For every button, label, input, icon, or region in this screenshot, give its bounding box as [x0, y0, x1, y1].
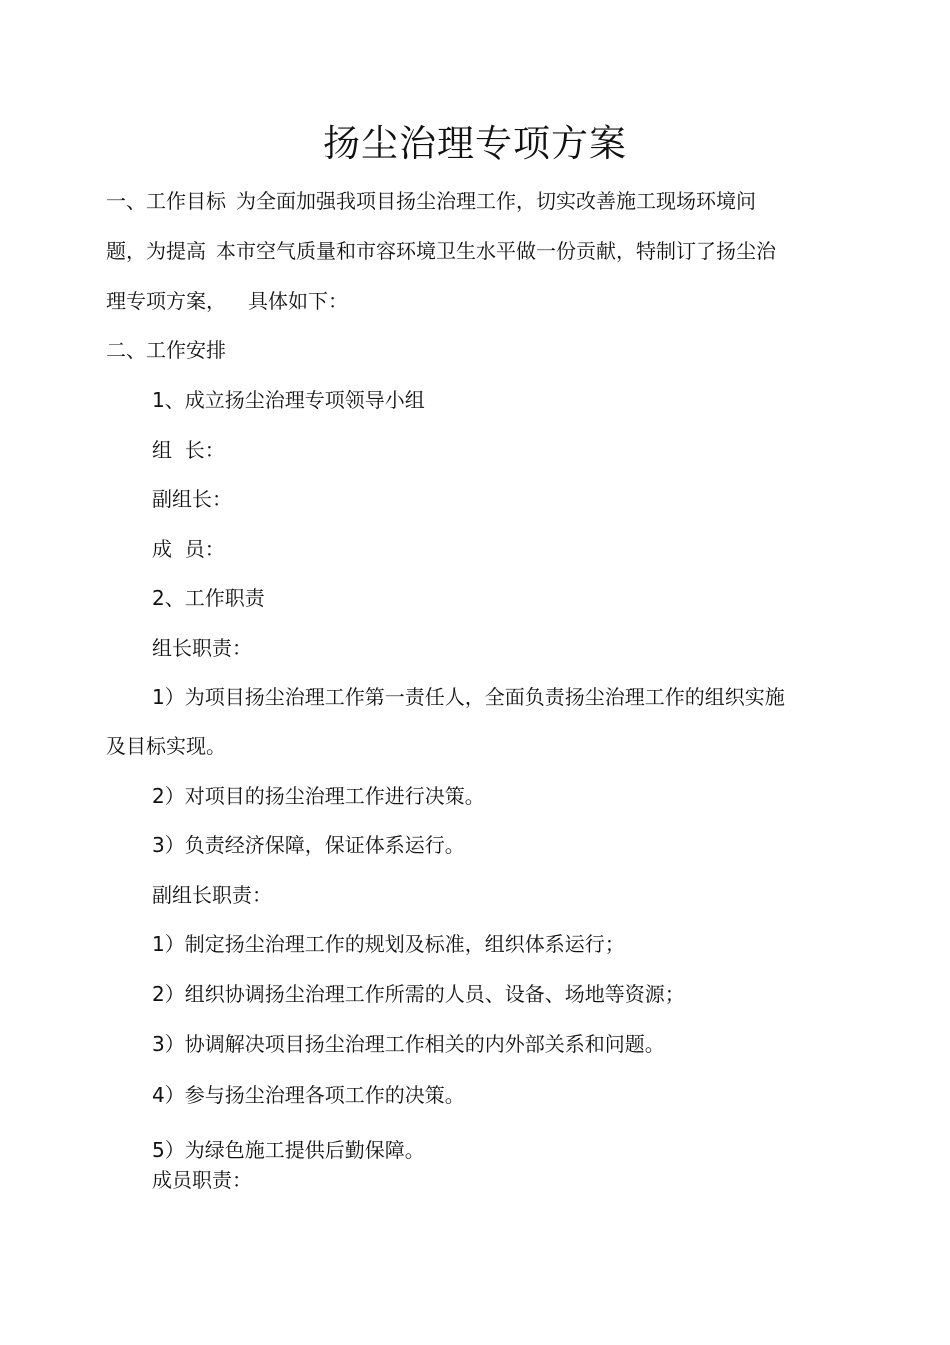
item2-heading: 2、工作职责 — [152, 586, 265, 610]
document-title: 扬尘治理专项方案 — [323, 122, 627, 165]
leader-duty-3: 3）负责经济保障，保证体系运行。 — [152, 833, 465, 857]
section1-line1 — [106, 186, 756, 216]
deputy-duty-4: 4）参与扬尘治理各项工作的决策。 — [152, 1083, 465, 1107]
section2-heading: 二、工作安排 — [106, 338, 226, 362]
section1-heading: 一、工作目标 — [106, 189, 226, 213]
deputy-field: 副组长： — [152, 487, 232, 511]
section1-text: 具体如下： — [248, 289, 348, 313]
section1-line3 — [106, 286, 348, 316]
leader-field: 组 长： — [152, 438, 225, 462]
members-field: 成 员： — [152, 537, 225, 561]
section1-text: 为全面加强我项目扬尘治理工作，切实改善施工现场环境问 — [236, 189, 756, 213]
section1-text: 本市空气质量和市容环境卫生水平做一份贡献，特制订了扬尘治 — [216, 239, 776, 263]
leader-duties-heading: 组长职责： — [152, 636, 252, 660]
deputy-duty-5: 5）为绿色施工提供后勤保障。 — [152, 1138, 425, 1162]
section1-line2 — [106, 236, 776, 266]
deputy-duty-1: 1）制定扬尘治理工作的规划及标准，组织体系运行； — [152, 932, 625, 956]
member-duties-heading: 成员职责： — [152, 1168, 252, 1192]
deputy-duty-3: 3）协调解决项目扬尘治理工作相关的内外部关系和问题。 — [152, 1032, 665, 1056]
section1-text: 题，为提高 — [106, 239, 206, 263]
section1-text: 理专项方案， — [106, 289, 226, 313]
item1-heading: 1、成立扬尘治理专项领导小组 — [152, 388, 425, 412]
leader-duty-1: 1）为项目扬尘治理工作第一责任人，全面负责扬尘治理工作的组织实施 — [152, 685, 785, 709]
deputy-duty-2: 2）组织协调扬尘治理工作所需的人员、设备、场地等资源； — [152, 982, 685, 1006]
deputy-duties-heading: 副组长职责： — [152, 883, 272, 907]
leader-duty-1-cont: 及目标实现。 — [106, 734, 226, 758]
leader-duty-2: 2）对项目的扬尘治理工作进行决策。 — [152, 784, 485, 808]
